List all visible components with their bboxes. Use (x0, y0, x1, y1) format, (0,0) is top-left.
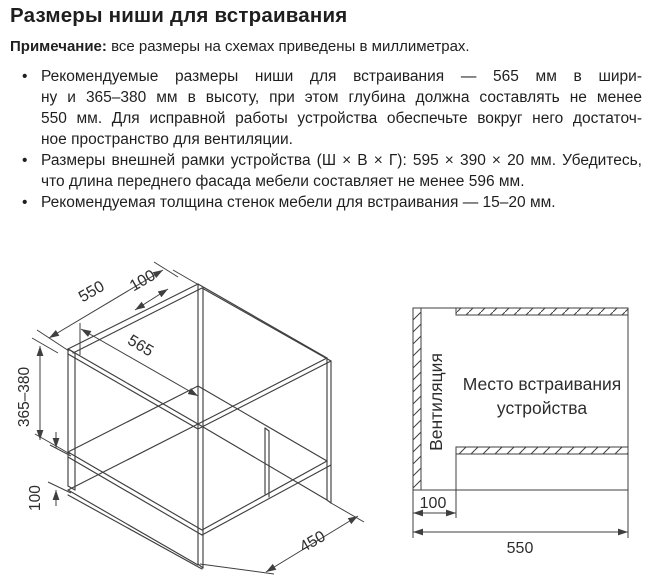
ventilation-label: Вентиляция (426, 353, 446, 451)
note-label: Примечание: (10, 38, 107, 55)
bullet-marker: • (22, 68, 28, 85)
dim-100-bottom-label: 100 (27, 485, 44, 511)
note-text: все размеры на схемах приведены в миллиметрах. (106, 38, 470, 55)
front-view-labels (420, 353, 622, 557)
dim-100-top-label: 100 (126, 267, 159, 296)
text-line: Размеры внешней рамки устройства (Ш × В × Г): 595 × 390 × 20 мм. Убедитесь, (41, 152, 642, 169)
iso-cabinet-wireframe (68, 284, 331, 569)
dim-565-label: 565 (124, 331, 157, 361)
bullet-text (41, 66, 642, 150)
bullet-item-niche-size (22, 66, 642, 150)
front-view-diagram (385, 240, 651, 587)
text-line: ное пространство для вентиляции. (41, 131, 293, 148)
text-line: Рекомендуемые размеры ниши для встраивания — 565 мм в шири- (41, 68, 642, 85)
text-line: что длина переднего фасада мебели составляет не менее 596 мм. (41, 173, 525, 190)
page-title: Размеры ниши для встраивания (10, 4, 348, 27)
device-area-label-line1: Место встраивания (462, 374, 622, 394)
text-line: ну и 365–380 мм в высоту, при этом глубина должна составлять не менее (41, 89, 642, 106)
bullet-item-frame-size (22, 150, 642, 192)
bullet-text (41, 192, 642, 213)
text-line: 550 мм. Для исправной работы устройства обеспечьте вокруг него достаточ- (41, 110, 642, 127)
bullet-text (41, 150, 642, 192)
iso-niche-diagram (2, 234, 402, 586)
vent-wall-hatch (413, 308, 421, 490)
bullet-item-wall-thickness (22, 192, 642, 213)
dim-vent-100-label: 100 (419, 495, 447, 512)
device-area-label-line2: устройства (496, 398, 588, 418)
dim-550-label: 550 (75, 278, 108, 307)
top-wall-hatch (456, 308, 628, 315)
note-line (10, 38, 640, 55)
dim-width-550-label: 550 (506, 540, 534, 557)
shelf-hatch (456, 447, 628, 454)
bullet-list (22, 66, 642, 213)
text-line: Рекомендуемая толщина стенок мебели для встраивания — 15–20 мм. (41, 194, 556, 211)
dim-450-label: 450 (296, 528, 329, 557)
bullet-marker: • (22, 194, 28, 211)
dim-365-380-label: 365–380 (16, 366, 33, 428)
bullet-marker: • (22, 152, 28, 169)
